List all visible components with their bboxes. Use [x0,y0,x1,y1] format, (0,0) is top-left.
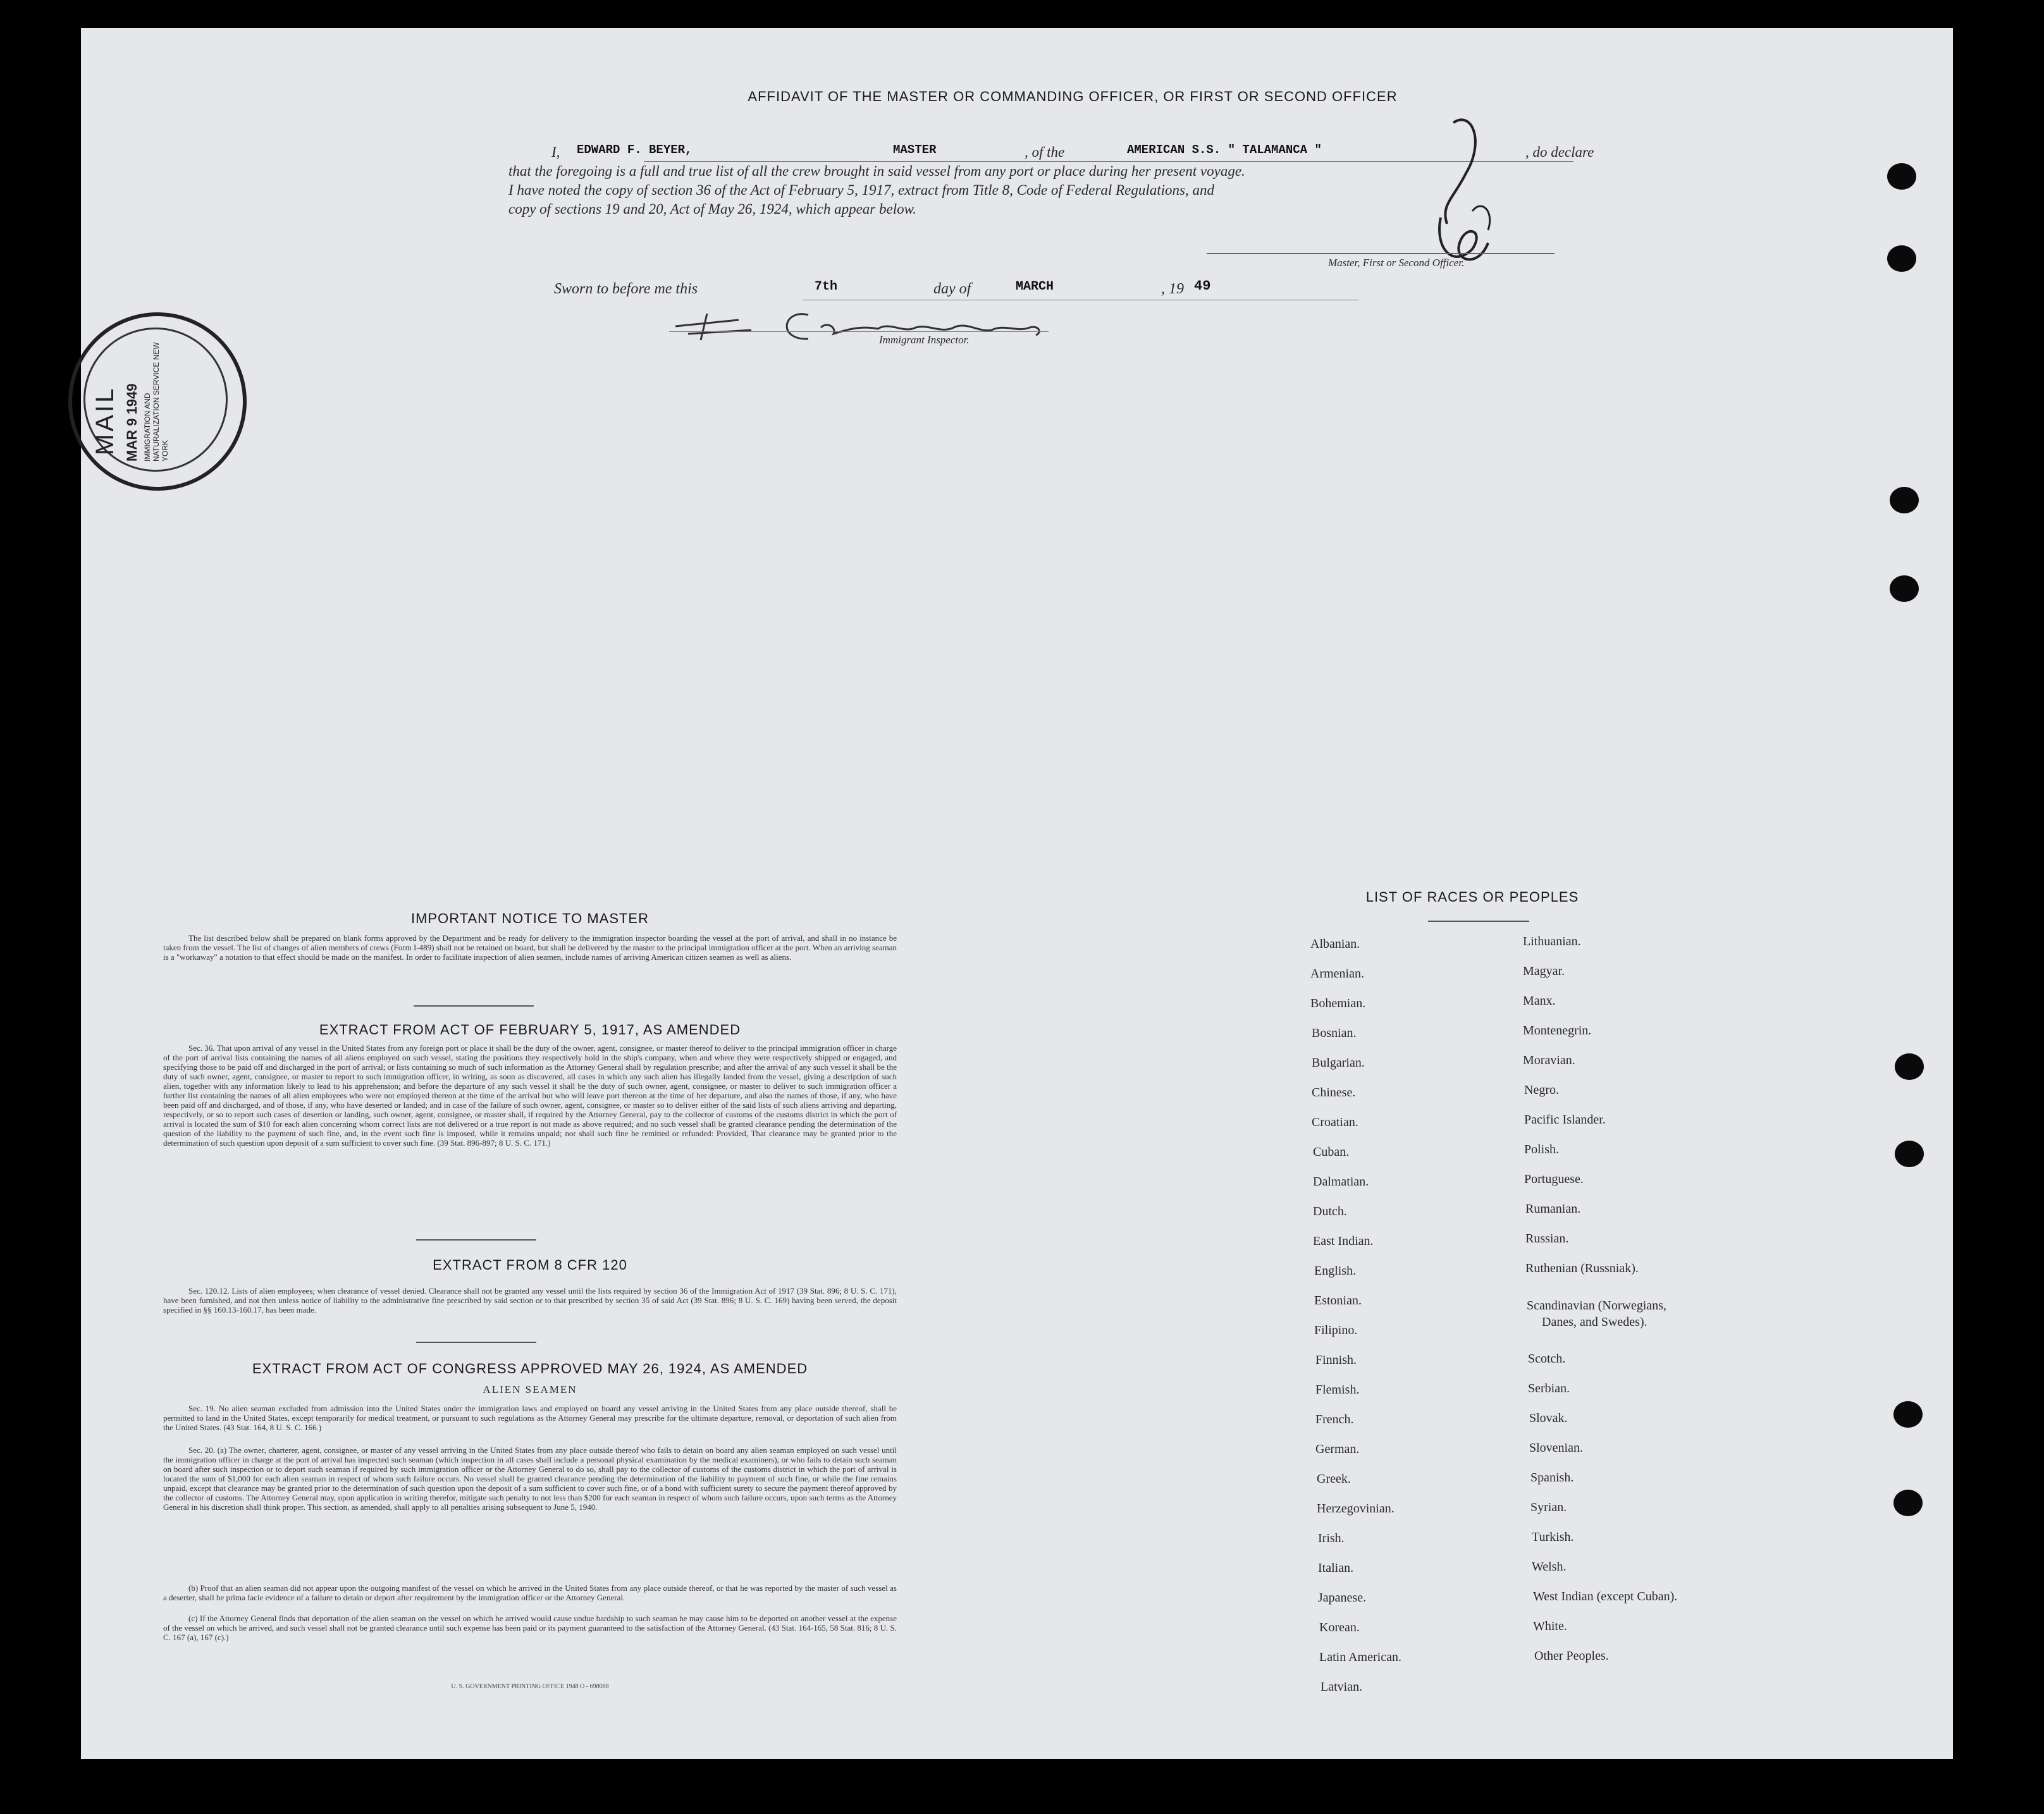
punch-hole [1890,575,1919,602]
race-item: Irish. [1318,1531,1345,1545]
master-caption: Master, First or Second Officer. [1328,257,1465,269]
race-item: Scotch. [1528,1352,1566,1366]
race-item: Albanian. [1310,937,1360,951]
race-item: Bosnian. [1312,1026,1357,1040]
races-heading: LIST OF RACES OR PEOPLES [1365,889,1579,905]
declaration-line-4: copy of sections 19 and 20, Act of May 26, 1924, which appear below. [508,201,916,217]
race-item: Japanese. [1318,1591,1367,1605]
extract-1917-body: Sec. 36. That upon arrival of any vessel in the United States from any foreign port or place it shall be the duty of the owner, agent, consignee, or master thereof to deliver to the principal immigration officer in charge of the port of arrival lists containing the names of all aliens employed on such vessel, stating the positions they respectively hold in the ship's company, when and where they were respectively shipped or engaged, and specifying those to be paid off and discharged in the port of arrival; or lists containing so much of such information as the Attorney General shall by regulation prescribe; and after the arrival of any such vessel it shall be the duty of such owner, agent, consignee, or master to report to such immigration officer, in writing, as soon as discovered, all cases in which any such alien has illegally landed from the vessel, giving a description of such alien, together with any information likely to lead to his apprehension; and before the departure of any such vessel it shall be the duty of such owner, agent, consignee, or master to deliver to such immigration officer a further list containing the names of all alien employees who were not employed thereon at the time of the arrival but who will leave port thereon at the time of her departure, and also the names of those, if any, who have been paid off and discharged, and of those, if any, who have deserted or landed; and in case of the failure of such owner, agent, consignee, or master so to deliver either of the said lists of such aliens arriving and departing, respectively, or so to report such cases of desertion or landing, such owner, agent, consignee, or master shall, if required by the Attorney General, pay to the collector of customs of the customs district in which the port of arrival is located the sum of $10 for each alien concerning whom correct lists are not delivered or a true report is not made as above required; and no such vessel shall be granted clearance pending the determination of the question of the liability to the payment of such fine, and, in the event such fine is imposed, while it remains unpaid; nor shall such fine be remitted or refunded: Provided, That clearance may be granted prior to the determination of such question upon deposit of a sum sufficient to cover such fine. (39 Stat. 896-897; 8 U. S. C. 171.) [163,1043,897,1148]
race-item: French. [1315,1413,1354,1426]
race-item: Manx. [1523,994,1556,1008]
declarant-name: EDWARD F. BEYER, [577,143,693,157]
declaration-line-3: I have noted the copy of section 36 of the Act of February 5, 1917, extract from Title 8, Code of Federal Regulations, and [508,182,1214,198]
notice-body: The list described below shall be prepared on blank forms approved by the Department and be ready for delivery to the immigration inspector boarding the vessel at the port of arrival, and shall in no instance be taken from the vessel. The list of changes of alien members of crews (Form I-489) shall not be retained on board, but shall be delivered by the master to the principal immigration officer at the port. When an arriving seaman is a "workaway" a notation to that effect should be made on the manifest. In order to facilitate inspection of alien seamen, include names of arriving American citizen seamen as well as aliens. [163,933,897,962]
race-item: Danes, and Swedes). [1542,1315,1647,1329]
race-item: Montenegrin. [1523,1024,1592,1038]
document-page [81,28,1953,1759]
race-item: Slovak. [1529,1411,1568,1425]
race-item: Magyar. [1523,964,1565,978]
sec-20a-text: Sec. 20. (a) The owner, charterer, agent, consignee, or master of any vessel arriving in the United States from any place outside thereof who fails to detain on board any alien seaman employed on such vessel until the immigration officer in charge at the port of arrival has inspected such seaman (which inspection in all cases shall include a personal physical examination by the medical examiners), or who fails to detain such seaman on board after such inspection or to deport such seaman if required by such immigration officer or the Attorney General to do so, shall pay to the collector of customs of the customs district in which the port of arrival is located the sum of $1,000 for each alien seaman in respect of whom such failure occurs. No vessel shall be granted clearance pending the determination of the liability to payment of such fine, or while the fine remains unpaid, except that clearance may be granted prior to the determination of such question upon the deposit of a sum sufficient to cover such fine, or of a bond with sufficient surety to secure the payment thereof approved by the collector of customs. The Attorney General may, upon application in writing therefor, mitigate such penalty to not less than $200 for each seaman in respect of whom such failure occurs, upon such terms as the Attorney General in his discretion shall think proper. This section, as amended, shall apply to all penalties arising subsequent to June 5, 1940. [163,1445,897,1512]
punch-hole [1895,1053,1924,1080]
race-item: Dalmatian. [1313,1175,1369,1189]
race-item: Korean. [1319,1621,1360,1634]
race-item: German. [1315,1442,1360,1456]
race-item: Welsh. [1532,1560,1567,1574]
race-item: Latvian. [1321,1680,1363,1694]
race-item: Other Peoples. [1534,1649,1609,1663]
punch-hole [1887,245,1916,272]
race-item: Cuban. [1313,1145,1350,1159]
race-item: Russian. [1525,1232,1569,1246]
race-item: Estonian. [1314,1294,1362,1308]
race-item: Polish. [1524,1143,1560,1156]
race-item: Scandinavian (Norwegians, [1527,1299,1667,1313]
sworn-day: 7th [815,279,838,294]
race-item: Syrian. [1530,1500,1567,1514]
sworn-month: MARCH [1016,279,1054,294]
sworn-prefix: Sworn to before me this [554,281,698,297]
day-of-text: day of [933,281,971,297]
race-item: White. [1533,1619,1567,1633]
race-item: Ruthenian (Russniak). [1525,1261,1639,1275]
race-item: Moravian. [1523,1053,1575,1067]
master-signature [1377,104,1542,306]
sec-20c-text: (c) If the Attorney General finds that deportation of the alien seaman on the vessel on which he arrived would cause undue hardship to such seaman he may cause him to be deported on another vessel at the expense of the vessel on which he arrived, and such vessel shall not be granted clearance until such expense has been paid or its payment guaranteed to the satisfaction of the Attorney General. (43 Stat. 164-165, 58 Stat. 816; 8 U. S. C. 167 (a), 167 (c).) [163,1614,897,1642]
extract-1917-heading: EXTRACT FROM ACT OF FEBRUARY 5, 1917, AS AMENDED [319,1022,741,1038]
inspector-signature-line [669,331,1049,332]
race-item: Portuguese. [1524,1172,1584,1186]
inspector-signature [663,296,1068,353]
race-item: Flemish. [1315,1383,1360,1397]
race-item: Spanish. [1530,1471,1574,1485]
race-item: Rumanian. [1525,1202,1581,1216]
race-item: Bohemian. [1310,996,1366,1010]
race-item: West Indian (except Cuban). [1533,1590,1678,1603]
notice-divider [414,1005,534,1007]
affidavit-heading: AFFIDAVIT OF THE MASTER OR COMMANDING OFFICER, OR FIRST OR SECOND OFFICER [748,89,1398,104]
master-signature-line [1207,253,1555,254]
race-item: Greek. [1317,1472,1351,1486]
stamp-rotated-text [91,342,218,462]
receipt-stamp [68,312,247,491]
stamp-center-text: MAIL [91,386,119,455]
race-item: Chinese. [1312,1086,1356,1100]
race-item: Serbian. [1528,1382,1570,1395]
race-item: Herzegovinian. [1317,1502,1394,1516]
race-item: English. [1314,1264,1357,1278]
punch-hole [1893,1490,1923,1516]
punch-hole [1895,1141,1924,1167]
sworn-year: 49 [1194,278,1211,294]
sec-19-text: Sec. 19. No alien seaman excluded from admission into the United States under the immigration laws and employed on board any vessel arriving in the United States from any place outside thereof, shall be permitted to land in the United States, except temporarily for medical treatment, or pursuant to such regulations as the Attorney General may prescribe for the ultimate departure, removal, or deportation of such alien from the United States. (43 Stat. 164, 8 U. S. C. 166.) [163,1404,897,1432]
extract-1924-heading: EXTRACT FROM ACT OF CONGRESS APPROVED MAY 26, 1924, AS AMENDED [252,1361,808,1376]
vessel-name: AMERICAN S.S. " TALAMANCA " [1127,143,1322,157]
race-item: East Indian. [1313,1234,1374,1248]
of-the-text: , of the [1025,144,1065,160]
notice-heading: IMPORTANT NOTICE TO MASTER [410,910,649,926]
punch-hole [1890,487,1919,513]
race-item: Lithuanian. [1523,935,1581,948]
declarant-rank: MASTER [893,143,937,157]
extract-cfr-heading: EXTRACT FROM 8 CFR 120 [433,1257,627,1273]
year-prefix: , 19 [1161,281,1184,297]
declarant-prefix: I, [551,144,560,160]
extract-cfr-divider [416,1342,536,1343]
printer-imprint: U. S. GOVERNMENT PRINTING OFFICE 1948 O - 698088 [451,1683,609,1690]
race-item: Slovenian. [1529,1441,1583,1455]
extract-1917-divider [416,1239,536,1241]
stamp-agency: IMMIGRATION AND NATURALIZATION SERVICE NEW YORK [143,342,169,462]
punch-hole [1887,163,1916,190]
race-item: Pacific Islander. [1524,1113,1606,1127]
race-item: Italian. [1318,1561,1354,1575]
extract-1924-subheading: ALIEN SEAMEN [483,1383,577,1395]
race-item: Finnish. [1315,1353,1357,1367]
declaration-line-2: that the foregoing is a full and true list of all the crew brought in said vessel from any port or place during her present voyage. [508,163,1245,179]
punch-hole [1893,1401,1923,1428]
inspector-caption: Immigrant Inspector. [879,334,970,346]
stamp-date: MAR 9 1949 [124,383,140,462]
race-item: Filipino. [1314,1323,1358,1337]
race-item: Turkish. [1532,1530,1574,1544]
race-item: Croatian. [1312,1115,1358,1129]
race-item: Latin American. [1319,1650,1401,1664]
sec-20b-text: (b) Proof that an alien seaman did not appear upon the outgoing manifest of the vessel on which he arrived in the United States from any place outside thereof, or that he was reported by the master of such vessel as a deserter, shall be prima facie evidence of a failure to detain or deport after requirement by the immigration officer or the Attorney General. [163,1583,897,1602]
race-item: Armenian. [1310,967,1364,981]
extract-cfr-body: Sec. 120.12. Lists of alien employees; when clearance of vessel denied. Clearance shall not be granted any vessel until the lists required by section 36 of the Immigration Act of 1917 (39 Stat. 896; 8 U. S. C. 171), have been furnished, and not then unless notice of liability to the administrative fine prescribed by said section or to that prescribed by section 35 of said Act (39 Stat. 896; 8 U. S. C. 169) having been served, the deposit specified in §§ 160.13-160.17, has been made. [163,1286,897,1315]
race-item: Negro. [1524,1083,1559,1097]
do-declare-text: , do declare [1525,144,1594,160]
races-divider [1428,921,1529,922]
race-item: Bulgarian. [1312,1056,1365,1070]
race-item: Dutch. [1313,1204,1347,1218]
